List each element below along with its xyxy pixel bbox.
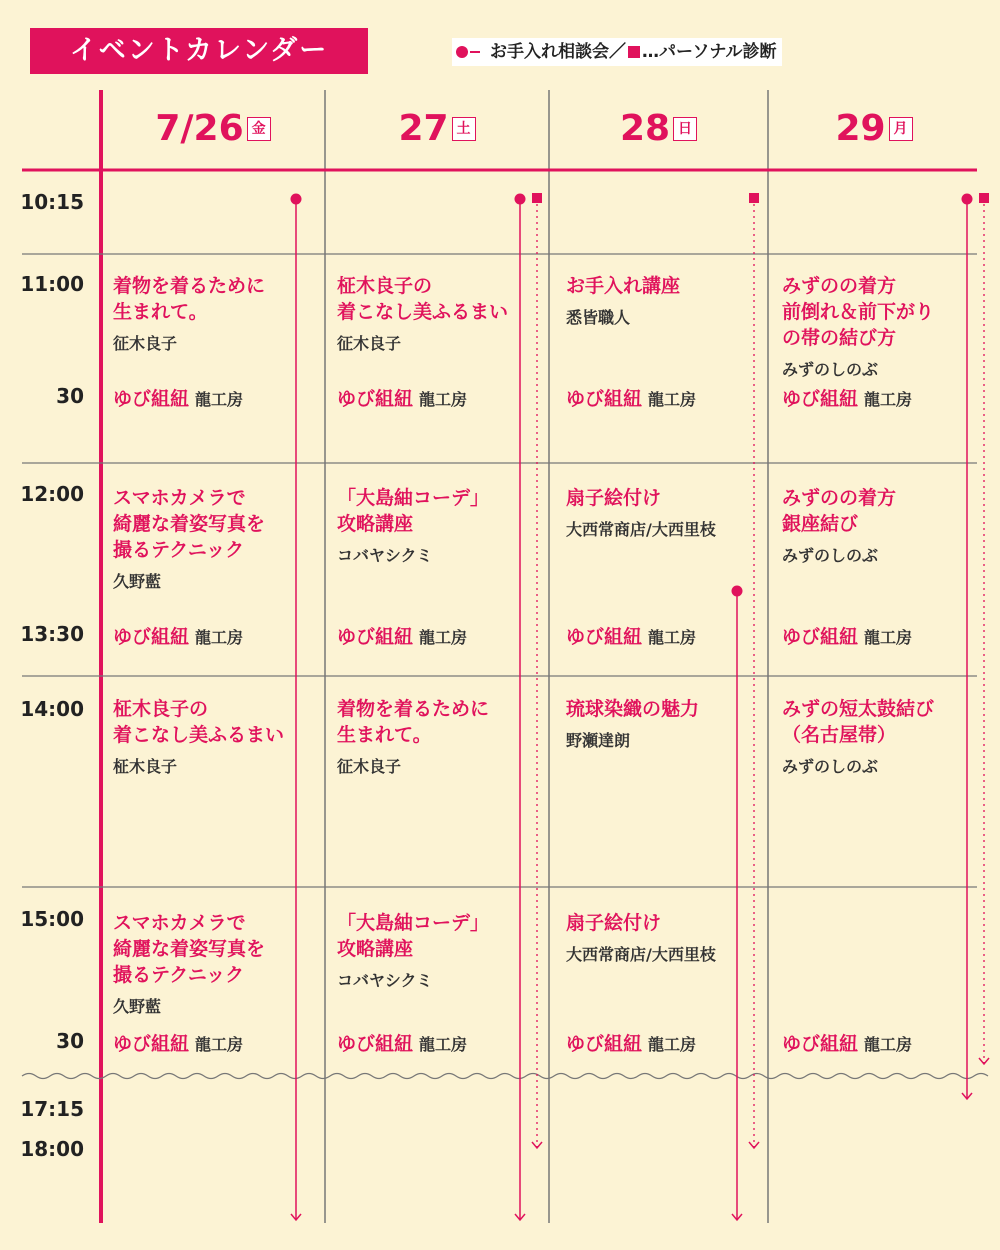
event-yubi-kumihimo (566, 622, 696, 649)
event-block (337, 696, 542, 777)
event-presenter: 征木良子 (113, 334, 178, 353)
event-presenter: 龍工房 (864, 628, 913, 647)
event-title: 琉球染織の魅力 (566, 698, 700, 720)
event-yubi-kumihimo (782, 384, 912, 411)
day-header (768, 108, 980, 158)
day-of-week-badge: 日 (673, 117, 697, 141)
event-presenter: コバヤシクミ (337, 971, 433, 990)
day-header (549, 108, 768, 158)
time-label: 10:15 (20, 190, 84, 214)
event-title: ゆび組紐 (782, 388, 859, 410)
page-title: イベントカレンダー (30, 28, 368, 74)
day-of-week-badge: 金 (247, 117, 271, 141)
event-block (782, 485, 987, 566)
event-presenter: コバヤシクミ (337, 546, 433, 565)
event-presenter: 龍工房 (648, 1035, 697, 1054)
event-title: ゆび組紐 (113, 388, 190, 410)
event-title: 柾木良子の 着こなし美ふるまい (337, 275, 509, 323)
event-block (113, 910, 318, 1017)
event-presenter: 龍工房 (195, 628, 244, 647)
event-title: ゆび組紐 (337, 626, 414, 648)
day-date: 27 (398, 108, 449, 149)
event-block (337, 485, 542, 566)
legend-dot-label: お手入れ相談会／ (490, 42, 626, 62)
day-date: 7/26 (155, 108, 244, 149)
arrow-down-icon (979, 1058, 989, 1064)
day-date: 29 (835, 108, 886, 149)
arrow-down-icon (749, 1142, 759, 1148)
square-marker-icon (979, 193, 989, 203)
event-presenter: 大西常商店/大西里枝 (566, 520, 716, 539)
dot-marker-icon (515, 194, 526, 205)
event-yubi-kumihimo (337, 1029, 467, 1056)
event-title: ゆび組紐 (337, 388, 414, 410)
event-title: ゆび組紐 (566, 1033, 643, 1055)
event-presenter: 大西常商店/大西里枝 (566, 945, 716, 964)
event-title: ゆび組紐 (113, 1033, 190, 1055)
day-header (325, 108, 549, 158)
day-of-week-badge: 月 (889, 117, 913, 141)
event-presenter: 野瀬達朗 (566, 731, 631, 750)
event-yubi-kumihimo (782, 1029, 912, 1056)
event-yubi-kumihimo (337, 622, 467, 649)
event-presenter: 龍工房 (648, 628, 697, 647)
event-title: ゆび組紐 (566, 626, 643, 648)
event-block (113, 696, 318, 777)
arrow-down-icon (532, 1142, 542, 1148)
time-label: 12:00 (20, 482, 84, 506)
event-presenter: 龍工房 (419, 1035, 468, 1054)
event-block (566, 485, 771, 540)
event-title: 「大島紬コーデ」 攻略講座 (337, 912, 490, 960)
event-title: ゆび組紐 (566, 388, 643, 410)
event-block (782, 273, 987, 380)
event-presenter: みずのしのぶ (782, 546, 879, 565)
event-title: スマホカメラで 綺麗な着姿写真を 撮るテクニック (113, 912, 266, 986)
dot-marker-icon (732, 586, 743, 597)
event-title: 柾木良子の 着こなし美ふるまい (113, 698, 285, 746)
event-title: ゆび組紐 (782, 1033, 859, 1055)
event-block (782, 696, 987, 777)
event-yubi-kumihimo (113, 622, 243, 649)
event-title: ゆび組紐 (113, 626, 190, 648)
event-title: スマホカメラで 綺麗な着姿写真を 撮るテクニック (113, 487, 266, 561)
event-presenter: 龍工房 (419, 628, 468, 647)
dot-marker-icon (962, 194, 973, 205)
event-title: 扇子絵付け (566, 912, 662, 934)
event-yubi-kumihimo (113, 1029, 243, 1056)
event-presenter: 久野藍 (113, 572, 162, 591)
event-title: お手入れ講座 (566, 275, 681, 297)
event-presenter: 龍工房 (864, 1035, 913, 1054)
event-yubi-kumihimo (566, 1029, 696, 1056)
event-presenter: 征木良子 (337, 757, 402, 776)
event-title: みずのの着方 前倒れ＆前下がり の帯の結び方 (782, 275, 935, 349)
event-block (113, 273, 318, 354)
event-yubi-kumihimo (113, 384, 243, 411)
event-title: 「大島紬コーデ」 攻略講座 (337, 487, 490, 535)
time-label: 13:30 (20, 622, 84, 646)
event-presenter: 龍工房 (864, 390, 913, 409)
square-marker-icon (749, 193, 759, 203)
event-title: 扇子絵付け (566, 487, 662, 509)
time-label: 11:00 (20, 272, 84, 296)
day-header (101, 108, 325, 158)
event-title: みずのの着方 銀座結び (782, 487, 897, 535)
day-date: 28 (619, 108, 671, 149)
event-presenter: 柾木良子 (113, 757, 178, 776)
event-title: 着物を着るために 生まれて。 (113, 275, 266, 323)
event-presenter: 龍工房 (419, 390, 468, 409)
event-presenter: 征木良子 (337, 334, 402, 353)
event-presenter: 悉皆職人 (566, 308, 631, 327)
event-title: 着物を着るために 生まれて。 (337, 698, 490, 746)
time-label: 14:00 (20, 697, 84, 721)
event-block (337, 273, 542, 354)
dot-marker-icon (291, 194, 302, 205)
time-label: 30 (56, 1029, 84, 1053)
event-yubi-kumihimo (337, 384, 467, 411)
time-label: 17:15 (20, 1097, 84, 1121)
event-presenter: 龍工房 (195, 1035, 244, 1054)
event-title: ゆび組紐 (337, 1033, 414, 1055)
time-label: 30 (56, 384, 84, 408)
event-yubi-kumihimo (566, 384, 696, 411)
event-presenter: 龍工房 (648, 390, 697, 409)
event-block (337, 910, 542, 991)
event-yubi-kumihimo (782, 622, 912, 649)
event-presenter: みずのしのぶ (782, 360, 879, 379)
time-label: 18:00 (20, 1137, 84, 1161)
event-presenter: 龍工房 (195, 390, 244, 409)
time-break-wave (22, 1074, 988, 1079)
event-block (566, 273, 771, 328)
event-presenter: 久野藍 (113, 997, 162, 1016)
square-marker-icon (532, 193, 542, 203)
day-of-week-badge: 土 (452, 117, 476, 141)
event-presenter: みずのしのぶ (782, 757, 879, 776)
event-block (113, 485, 318, 592)
event-title: みずの短太鼓結び （名古屋帯） (782, 698, 935, 746)
event-block (566, 910, 771, 965)
event-block (566, 696, 771, 751)
event-title: ゆび組紐 (782, 626, 859, 648)
time-label: 15:00 (20, 907, 84, 931)
legend-square-label: …パーソナル診断 (642, 42, 777, 62)
